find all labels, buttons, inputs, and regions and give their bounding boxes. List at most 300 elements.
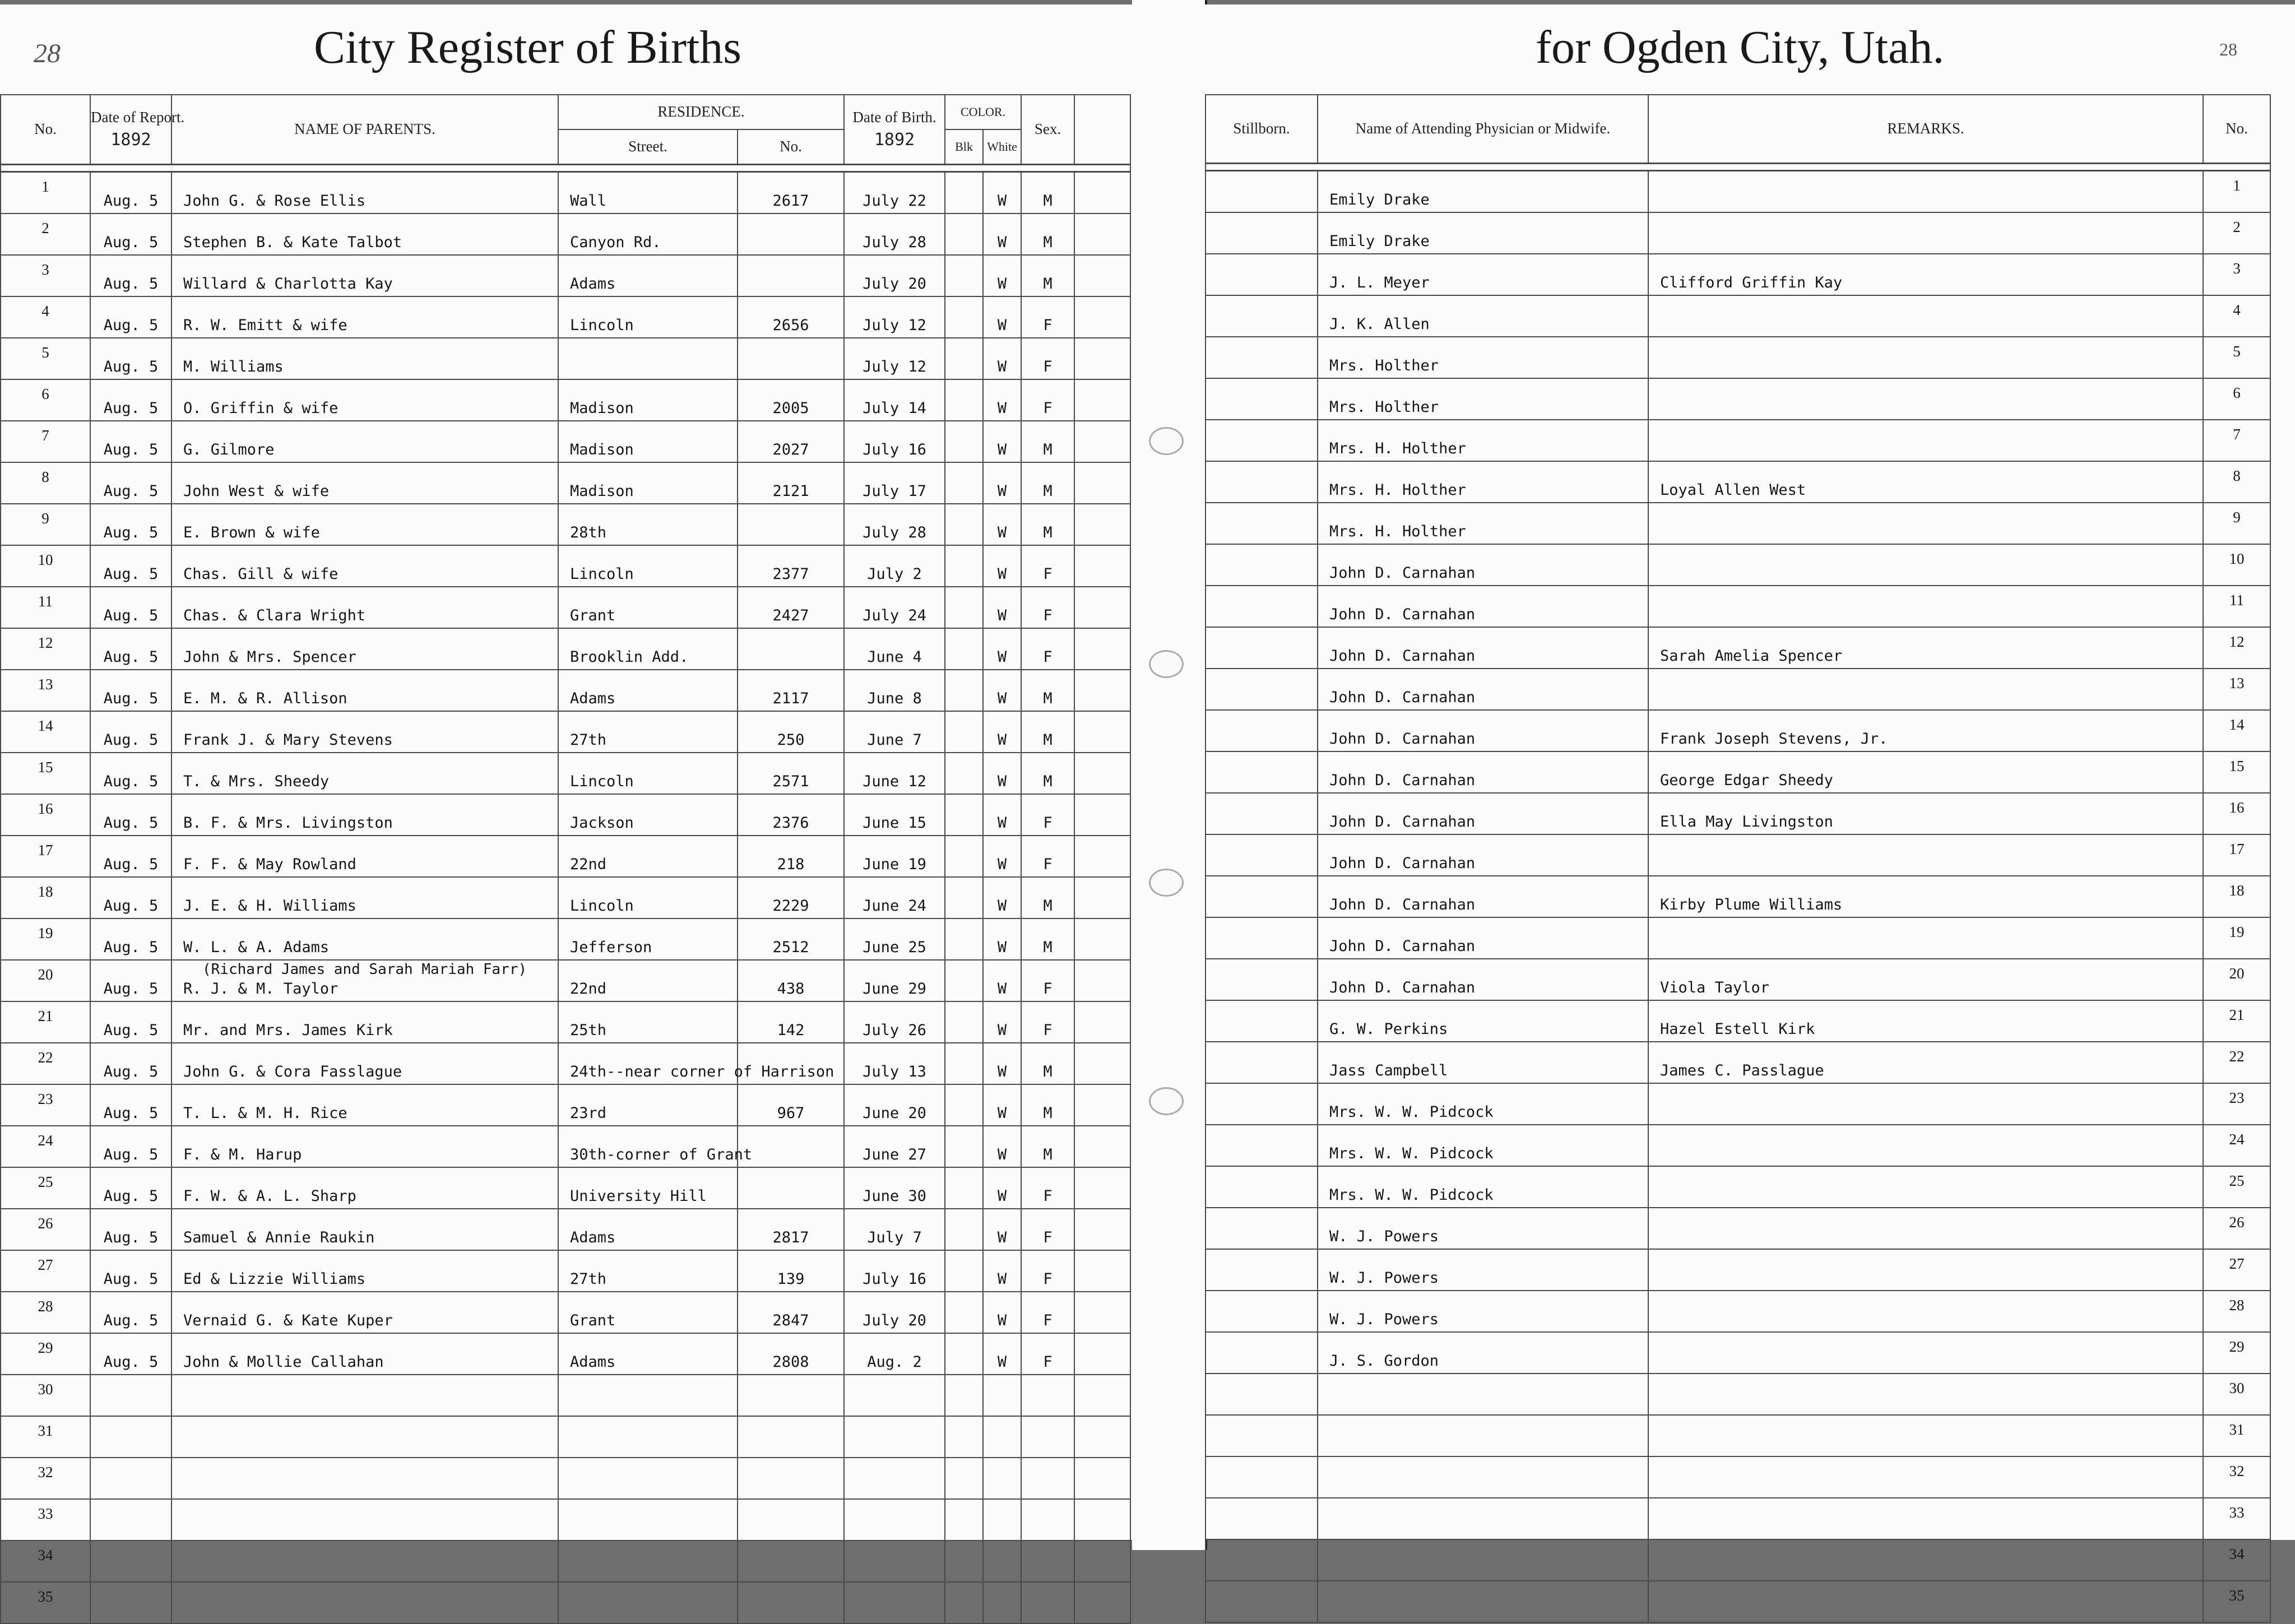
parents-name [171,1416,558,1458]
color-blk [945,1126,983,1167]
entry-number-right: 25 [2203,1166,2270,1208]
table-row [1206,171,2270,213]
street-number [738,338,844,379]
table-row [1,587,1130,628]
street-name: Lincoln [558,545,738,587]
table-row [1206,1249,2270,1291]
remarks-text [1648,544,2203,586]
right-register-table [1205,94,2271,1623]
color-white [983,1458,1021,1499]
right-page [1205,4,2295,1604]
table-row [1,421,1130,462]
entry-number: 5 [1,338,90,379]
color-blk [945,545,983,587]
table-row [1206,1374,2270,1415]
table-row [1206,1456,2270,1498]
table-row [1,1209,1130,1250]
parents-name [171,670,558,711]
table-row [1,338,1130,379]
entry-number: 20 [1,960,90,1001]
color-white: W [983,545,1021,587]
sex-value [1021,1458,1074,1499]
street-number: 218 [738,836,844,877]
entry-number-right: 15 [2203,751,2270,793]
birth-date: July 16 [844,1250,945,1292]
color-blk [945,1209,983,1250]
table-row [1,836,1130,877]
parents-name [171,1541,558,1582]
color-blk [945,255,983,296]
street-number: 2005 [738,379,844,421]
parents-name [171,960,558,1001]
parents-name [171,877,558,918]
birth-date: June 4 [844,628,945,670]
physician-name: J. K. Allen [1318,295,1648,337]
parents-text: Stephen B. & Kate Talbot [183,234,402,251]
physician-name: Mrs. W. W. Pidcock [1318,1083,1648,1125]
birth-date: July 2 [844,545,945,587]
color-white: W [983,1333,1021,1375]
color-blk [945,421,983,462]
color-blk [945,1043,983,1084]
table-row [1206,254,2270,295]
entry-number-right: 8 [2203,461,2270,503]
parents-name [171,338,558,379]
stillborn-cell [1206,461,1318,503]
report-date: Aug. 5 [90,836,171,877]
stillborn-cell [1206,254,1318,295]
parents-name [171,255,558,296]
color-white: W [983,338,1021,379]
physician-name: Mrs. H. Holther [1318,461,1648,503]
birth-date: July 12 [844,296,945,338]
parents-text: M. Williams [183,358,284,375]
color-white [983,1416,1021,1458]
col-stillborn: Stillborn. [1206,95,1318,164]
physician-name: John D. Carnahan [1318,876,1648,917]
entry-number-right: 12 [2203,627,2270,669]
extra-cell [1074,1499,1130,1541]
color-blk [945,1375,983,1416]
entry-number-right: 14 [2203,710,2270,751]
color-blk [945,338,983,379]
col-remarks: REMARKS. [1648,95,2203,164]
sex-value [1021,1582,1074,1623]
table-row [1,1582,1130,1623]
entry-number-right: 10 [2203,544,2270,586]
physician-name: W. J. Powers [1318,1291,1648,1332]
color-blk [945,1458,983,1499]
color-blk [945,1499,983,1541]
sex-value: F [1021,628,1074,670]
entry-number: 24 [1,1126,90,1167]
extra-cell [1074,711,1130,753]
parents-name [171,1250,558,1292]
entry-number: 25 [1,1167,90,1209]
report-date: Aug. 5 [90,1167,171,1209]
physician-name: J. S. Gordon [1318,1332,1648,1374]
table-row [1,1541,1130,1582]
color-white: W [983,1043,1021,1084]
street-name: 30th-corner of Grant [558,1126,738,1167]
table-row [1206,1083,2270,1125]
color-white: W [983,1250,1021,1292]
color-blk [945,628,983,670]
table-row [1,1292,1130,1333]
remarks-text: Sarah Amelia Spencer [1648,627,2203,669]
birth-date: July 28 [844,214,945,255]
report-date: Aug. 5 [90,753,171,794]
col-date-of-report: Date of Report. 1892 [90,95,171,165]
street-number [738,1167,844,1209]
street-number [738,628,844,670]
entry-number-right: 27 [2203,1249,2270,1291]
street-name: Grant [558,587,738,628]
street-name: Canyon Rd. [558,214,738,255]
stillborn-cell [1206,1249,1318,1291]
report-date: Aug. 5 [90,379,171,421]
color-white: W [983,1001,1021,1043]
entry-number: 14 [1,711,90,753]
birth-date [844,1499,945,1541]
report-date [90,1541,171,1582]
physician-name: John D. Carnahan [1318,793,1648,834]
table-row [1206,1539,2270,1581]
binder-hole [1149,650,1184,678]
stillborn-cell [1206,171,1318,213]
entry-number-right: 31 [2203,1415,2270,1456]
entry-number-right: 3 [2203,254,2270,295]
birth-date: July 20 [844,255,945,296]
street-number: 2817 [738,1209,844,1250]
color-white: W [983,296,1021,338]
physician-name: Mrs. Holther [1318,337,1648,378]
sex-value: F [1021,1250,1074,1292]
entry-number: 7 [1,421,90,462]
street-number: 438 [738,960,844,1001]
sex-value: M [1021,462,1074,504]
parents-text: R. W. Emitt & wife [183,317,347,334]
birth-date: June 29 [844,960,945,1001]
parents-text: Mr. and Mrs. James Kirk [183,1022,393,1039]
parents-text: E. M. & R. Allison [183,690,347,707]
entry-number-right: 1 [2203,171,2270,213]
parents-name [171,462,558,504]
entry-number: 22 [1,1043,90,1084]
street-name: Lincoln [558,296,738,338]
stillborn-cell [1206,1539,1318,1581]
extra-cell [1074,877,1130,918]
physician-name [1318,1456,1648,1498]
table-row [1206,876,2270,917]
street-number [738,1541,844,1582]
stillborn-cell [1206,1415,1318,1456]
street-name: 24th--near corner of Harrison [558,1043,738,1084]
parents-name [171,296,558,338]
sex-value: M [1021,421,1074,462]
entry-number: 23 [1,1084,90,1126]
stillborn-cell [1206,669,1318,710]
extra-cell [1074,1043,1130,1084]
birth-date [844,1541,945,1582]
stillborn-cell [1206,337,1318,378]
report-date [90,1582,171,1623]
stillborn-cell [1206,627,1318,669]
stillborn-cell [1206,1456,1318,1498]
sex-value: M [1021,1126,1074,1167]
stillborn-cell [1206,1083,1318,1125]
left-register-table [0,94,1131,1624]
sex-value: M [1021,172,1074,214]
parents-text: T. L. & M. H. Rice [183,1105,347,1122]
entry-number-right: 7 [2203,420,2270,461]
report-date: Aug. 5 [90,421,171,462]
parents-name [171,421,558,462]
extra-cell [1074,836,1130,877]
extra-cell [1074,504,1130,545]
physician-name: Emily Drake [1318,171,1648,213]
parents-name [171,587,558,628]
remarks-text: Kirby Plume Williams [1648,876,2203,917]
sex-value: F [1021,379,1074,421]
sex-value: M [1021,918,1074,960]
birth-date: June 7 [844,711,945,753]
physician-name: John D. Carnahan [1318,751,1648,793]
entry-number-right: 16 [2203,793,2270,834]
color-blk [945,379,983,421]
report-date [90,1458,171,1499]
parents-name [171,214,558,255]
entry-number-right: 18 [2203,876,2270,917]
extra-cell [1074,1541,1130,1582]
street-number: 2427 [738,587,844,628]
color-white: W [983,753,1021,794]
physician-name: John D. Carnahan [1318,917,1648,959]
physician-name: Mrs. Holther [1318,378,1648,420]
entry-number: 6 [1,379,90,421]
right-title: for Ogden City, Utah. [1536,21,1945,73]
page-number: 28 [2219,39,2237,59]
parents-text: John G. & Cora Fasslague [183,1063,402,1080]
street-name: Adams [558,1209,738,1250]
table-row [1,214,1130,255]
street-name: Madison [558,421,738,462]
birth-date: July 13 [844,1043,945,1084]
parents-name [171,711,558,753]
street-name [558,1541,738,1582]
parents-text: John West & wife [183,482,330,500]
sex-value: M [1021,877,1074,918]
street-name: Jefferson [558,918,738,960]
street-number [738,504,844,545]
entry-number: 30 [1,1375,90,1416]
entry-number: 34 [1,1541,90,1582]
birth-date [844,1375,945,1416]
parents-text: Samuel & Annie Raukin [183,1229,375,1246]
stillborn-cell [1206,876,1318,917]
entry-number: 1 [1,172,90,214]
stillborn-cell [1206,1000,1318,1042]
table-row [1,1416,1130,1458]
remarks-text [1648,378,2203,420]
color-blk [945,960,983,1001]
table-row [1,504,1130,545]
parents-name [171,504,558,545]
sex-value: F [1021,1292,1074,1333]
entry-number: 21 [1,1001,90,1043]
remarks-text [1648,917,2203,959]
entry-number: 10 [1,545,90,587]
color-blk [945,836,983,877]
entry-number-right: 4 [2203,295,2270,337]
physician-name: Jass Campbell [1318,1042,1648,1083]
table-row [1206,378,2270,420]
parents-text: J. E. & H. Williams [183,897,356,915]
color-white: W [983,960,1021,1001]
report-date: Aug. 5 [90,545,171,587]
entry-number-right: 11 [2203,586,2270,627]
color-blk [945,918,983,960]
entry-number: 35 [1,1582,90,1623]
remarks-text [1648,1208,2203,1249]
physician-name: John D. Carnahan [1318,586,1648,627]
stillborn-cell [1206,1291,1318,1332]
street-number: 2847 [738,1292,844,1333]
entry-number: 4 [1,296,90,338]
remarks-text: Ella May Livingston [1648,793,2203,834]
entry-number: 33 [1,1499,90,1541]
remarks-text [1648,212,2203,254]
color-white: W [983,1084,1021,1126]
sex-value: M [1021,214,1074,255]
entry-number: 11 [1,587,90,628]
report-date: Aug. 5 [90,1250,171,1292]
color-white: W [983,1167,1021,1209]
stillborn-cell [1206,1125,1318,1166]
entry-number-right: 35 [2203,1581,2270,1622]
physician-name: John D. Carnahan [1318,834,1648,876]
sex-value: M [1021,711,1074,753]
street-name: Grant [558,1292,738,1333]
parents-name [171,1001,558,1043]
table-row [1206,586,2270,627]
physician-name: John D. Carnahan [1318,669,1648,710]
header-rule [1206,164,2270,171]
table-row [1206,627,2270,669]
extra-cell [1074,1167,1130,1209]
street-name: Madison [558,379,738,421]
remarks-text [1648,1125,2203,1166]
parents-name [171,172,558,214]
remarks-text [1648,1498,2203,1539]
col-no-right: No. [2203,95,2270,164]
col-date-of-birth: Date of Birth. 1892 [844,95,945,165]
table-row [1,628,1130,670]
parents-text: John G. & Rose Ellis [183,192,366,210]
extra-cell [1074,379,1130,421]
color-white: W [983,504,1021,545]
table-row [1,1001,1130,1043]
entry-number: 8 [1,462,90,504]
remarks-text [1648,669,2203,710]
color-white: W [983,794,1021,836]
table-row [1206,669,2270,710]
color-blk [945,214,983,255]
sex-value: M [1021,1084,1074,1126]
remarks-text [1648,337,2203,378]
parents-name [171,545,558,587]
sex-value: F [1021,836,1074,877]
entry-number-right: 2 [2203,212,2270,254]
table-row [1206,751,2270,793]
entry-number-right: 19 [2203,917,2270,959]
stillborn-cell [1206,834,1318,876]
parents-text: Ed & Lizzie Williams [183,1270,366,1288]
extra-cell [1074,753,1130,794]
col-blk: Blk [945,129,983,165]
color-blk [945,504,983,545]
report-date: Aug. 5 [90,1333,171,1375]
table-row [1,794,1130,836]
birth-date [844,1416,945,1458]
entry-number: 17 [1,836,90,877]
corner-mark: 28 [34,39,61,68]
street-name [558,338,738,379]
street-name [558,1375,738,1416]
remarks-text [1648,1083,2203,1125]
extra-cell [1074,1582,1130,1623]
remarks-text [1648,1415,2203,1456]
color-blk [945,1001,983,1043]
color-white: W [983,877,1021,918]
birth-date: June 24 [844,877,945,918]
stillborn-cell [1206,710,1318,751]
birth-date: July 22 [844,172,945,214]
col-no: No. [1,95,90,165]
report-date: Aug. 5 [90,338,171,379]
birth-date: July 20 [844,1292,945,1333]
table-row [1206,544,2270,586]
stillborn-cell [1206,1332,1318,1374]
birth-date: July 28 [844,504,945,545]
col-color: COLOR. [945,95,1021,129]
street-name: Adams [558,1333,738,1375]
street-number: 2377 [738,545,844,587]
street-number: 139 [738,1250,844,1292]
entry-number-right: 24 [2203,1125,2270,1166]
stillborn-cell [1206,1208,1318,1249]
birth-date: June 15 [844,794,945,836]
physician-name: John D. Carnahan [1318,544,1648,586]
street-name: 25th [558,1001,738,1043]
sex-value [1021,1416,1074,1458]
col-parents: NAME OF PARENTS. [171,95,558,165]
table-row [1,172,1130,214]
stillborn-cell [1206,1374,1318,1415]
street-name [558,1416,738,1458]
color-blk [945,1582,983,1623]
entry-number: 32 [1,1458,90,1499]
table-row [1206,1000,2270,1042]
entry-number: 26 [1,1209,90,1250]
extra-cell [1074,960,1130,1001]
sex-value: F [1021,338,1074,379]
street-name: 22nd [558,836,738,877]
street-name: Madison [558,462,738,504]
extra-cell [1074,670,1130,711]
table-row [1206,461,2270,503]
report-date: Aug. 5 [90,462,171,504]
